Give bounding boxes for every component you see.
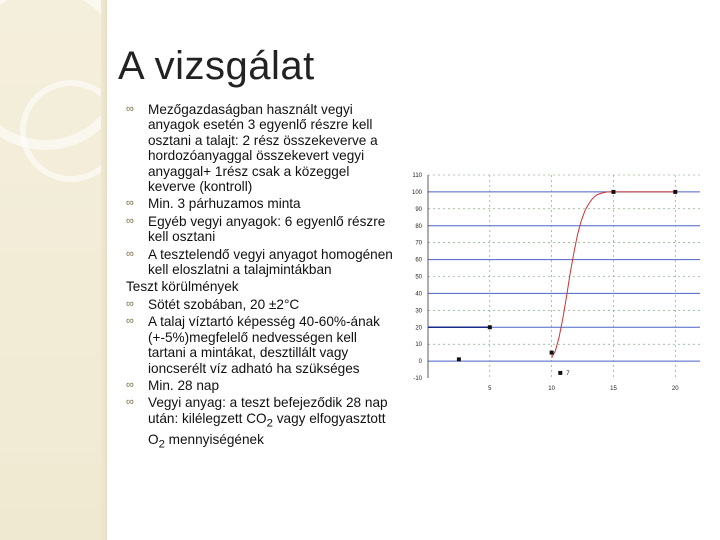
data-point-label: 7 (566, 370, 570, 377)
infinity-bullet-icon: ∞ (126, 247, 134, 260)
bullet-text: A talaj víztartó képesség 40-60%-ának (+-5%)megfelelő nedvességen kell tartani a mintákat, desztillált vagy ioncserélt víz adható ha szükséges (148, 314, 380, 376)
bullet-item (126, 395, 396, 453)
data-point (558, 371, 562, 375)
degradation-chart (400, 165, 710, 395)
bullet-item (126, 214, 396, 245)
text-part: vagy elfogyasztott O (148, 410, 386, 447)
slide-title: A vizsgálat (118, 44, 315, 88)
bullet-list-top (126, 102, 396, 277)
bullet-item (126, 247, 396, 278)
infinity-bullet-icon: ∞ (126, 297, 134, 310)
bullet-item (126, 378, 396, 393)
bullet-text: Mezőgazdaságban használt vegyi anyagok esetén 3 egyenlő részre kell osztani a talajt: 2 rész összekeverve a hordozóanyaggal összekevert vegyi anyaggal+ 1rész csak a közeggel keverve (kontroll) (148, 102, 378, 195)
bullet-item (126, 297, 396, 312)
infinity-bullet-icon: ∞ (126, 103, 134, 115)
slide-content (126, 102, 396, 455)
data-point (457, 357, 461, 361)
x-tick-label: 5 (488, 386, 492, 392)
bullet-item (126, 196, 396, 211)
y-tick-label: 20 (415, 325, 422, 332)
data-point (673, 190, 677, 194)
y-tick-label: -10 (413, 376, 422, 382)
subscript: 2 (266, 417, 273, 430)
infinity-bullet-icon: ∞ (126, 378, 134, 391)
decorative-side-strip (0, 0, 107, 540)
bullet-text: Sötét szobában, 20 ±2°C (148, 296, 300, 312)
x-tick-label: 10 (548, 386, 555, 392)
infinity-bullet-icon: ∞ (126, 396, 134, 409)
y-tick-label: 70 (415, 240, 422, 247)
decorative-ring-small (20, 80, 122, 182)
infinity-bullet-icon: ∞ (126, 214, 134, 227)
conditions-heading: Teszt körülmények (126, 279, 239, 295)
bullet-item (126, 314, 396, 376)
infinity-bullet-icon: ∞ (126, 197, 134, 210)
y-tick-label: 40 (415, 291, 422, 298)
y-tick-label: 30 (415, 308, 422, 315)
bullet-text: Min. 28 nap (148, 377, 220, 393)
y-tick-label: 50 (415, 274, 422, 281)
bullet-text: Min. 3 párhuzamos minta (148, 196, 301, 212)
x-tick-label: 20 (671, 386, 679, 392)
bullet-text-last (148, 395, 388, 451)
data-point (611, 190, 615, 194)
data-point (488, 325, 492, 329)
bullet-text: Egyéb vegyi anyagok: 6 egyenlő részre kell osztani (148, 213, 386, 245)
y-tick-label: 0 (418, 359, 422, 366)
bullet-list-bottom (126, 297, 396, 453)
y-tick-label: 100 (411, 189, 422, 196)
text-part: mennyiségének (164, 431, 264, 447)
y-tick-label: 80 (415, 223, 422, 230)
subscript: 2 (158, 438, 165, 451)
y-tick-label: 60 (415, 257, 422, 264)
y-tick-label: 10 (415, 342, 422, 349)
text-part: Vegyi anyag: a teszt befejeződik 28 nap után: kilélegzett CO (148, 395, 388, 426)
x-tick-label: 15 (610, 386, 617, 392)
y-tick-label: 110 (412, 173, 422, 179)
y-tick-label: 90 (415, 206, 422, 213)
infinity-bullet-icon: ∞ (126, 315, 134, 328)
data-point (550, 351, 554, 355)
bullet-item (126, 102, 396, 194)
bullet-text: A tesztelendő vegyi anyagot homogénen kell eloszlatni a talajmintákban (148, 246, 393, 278)
